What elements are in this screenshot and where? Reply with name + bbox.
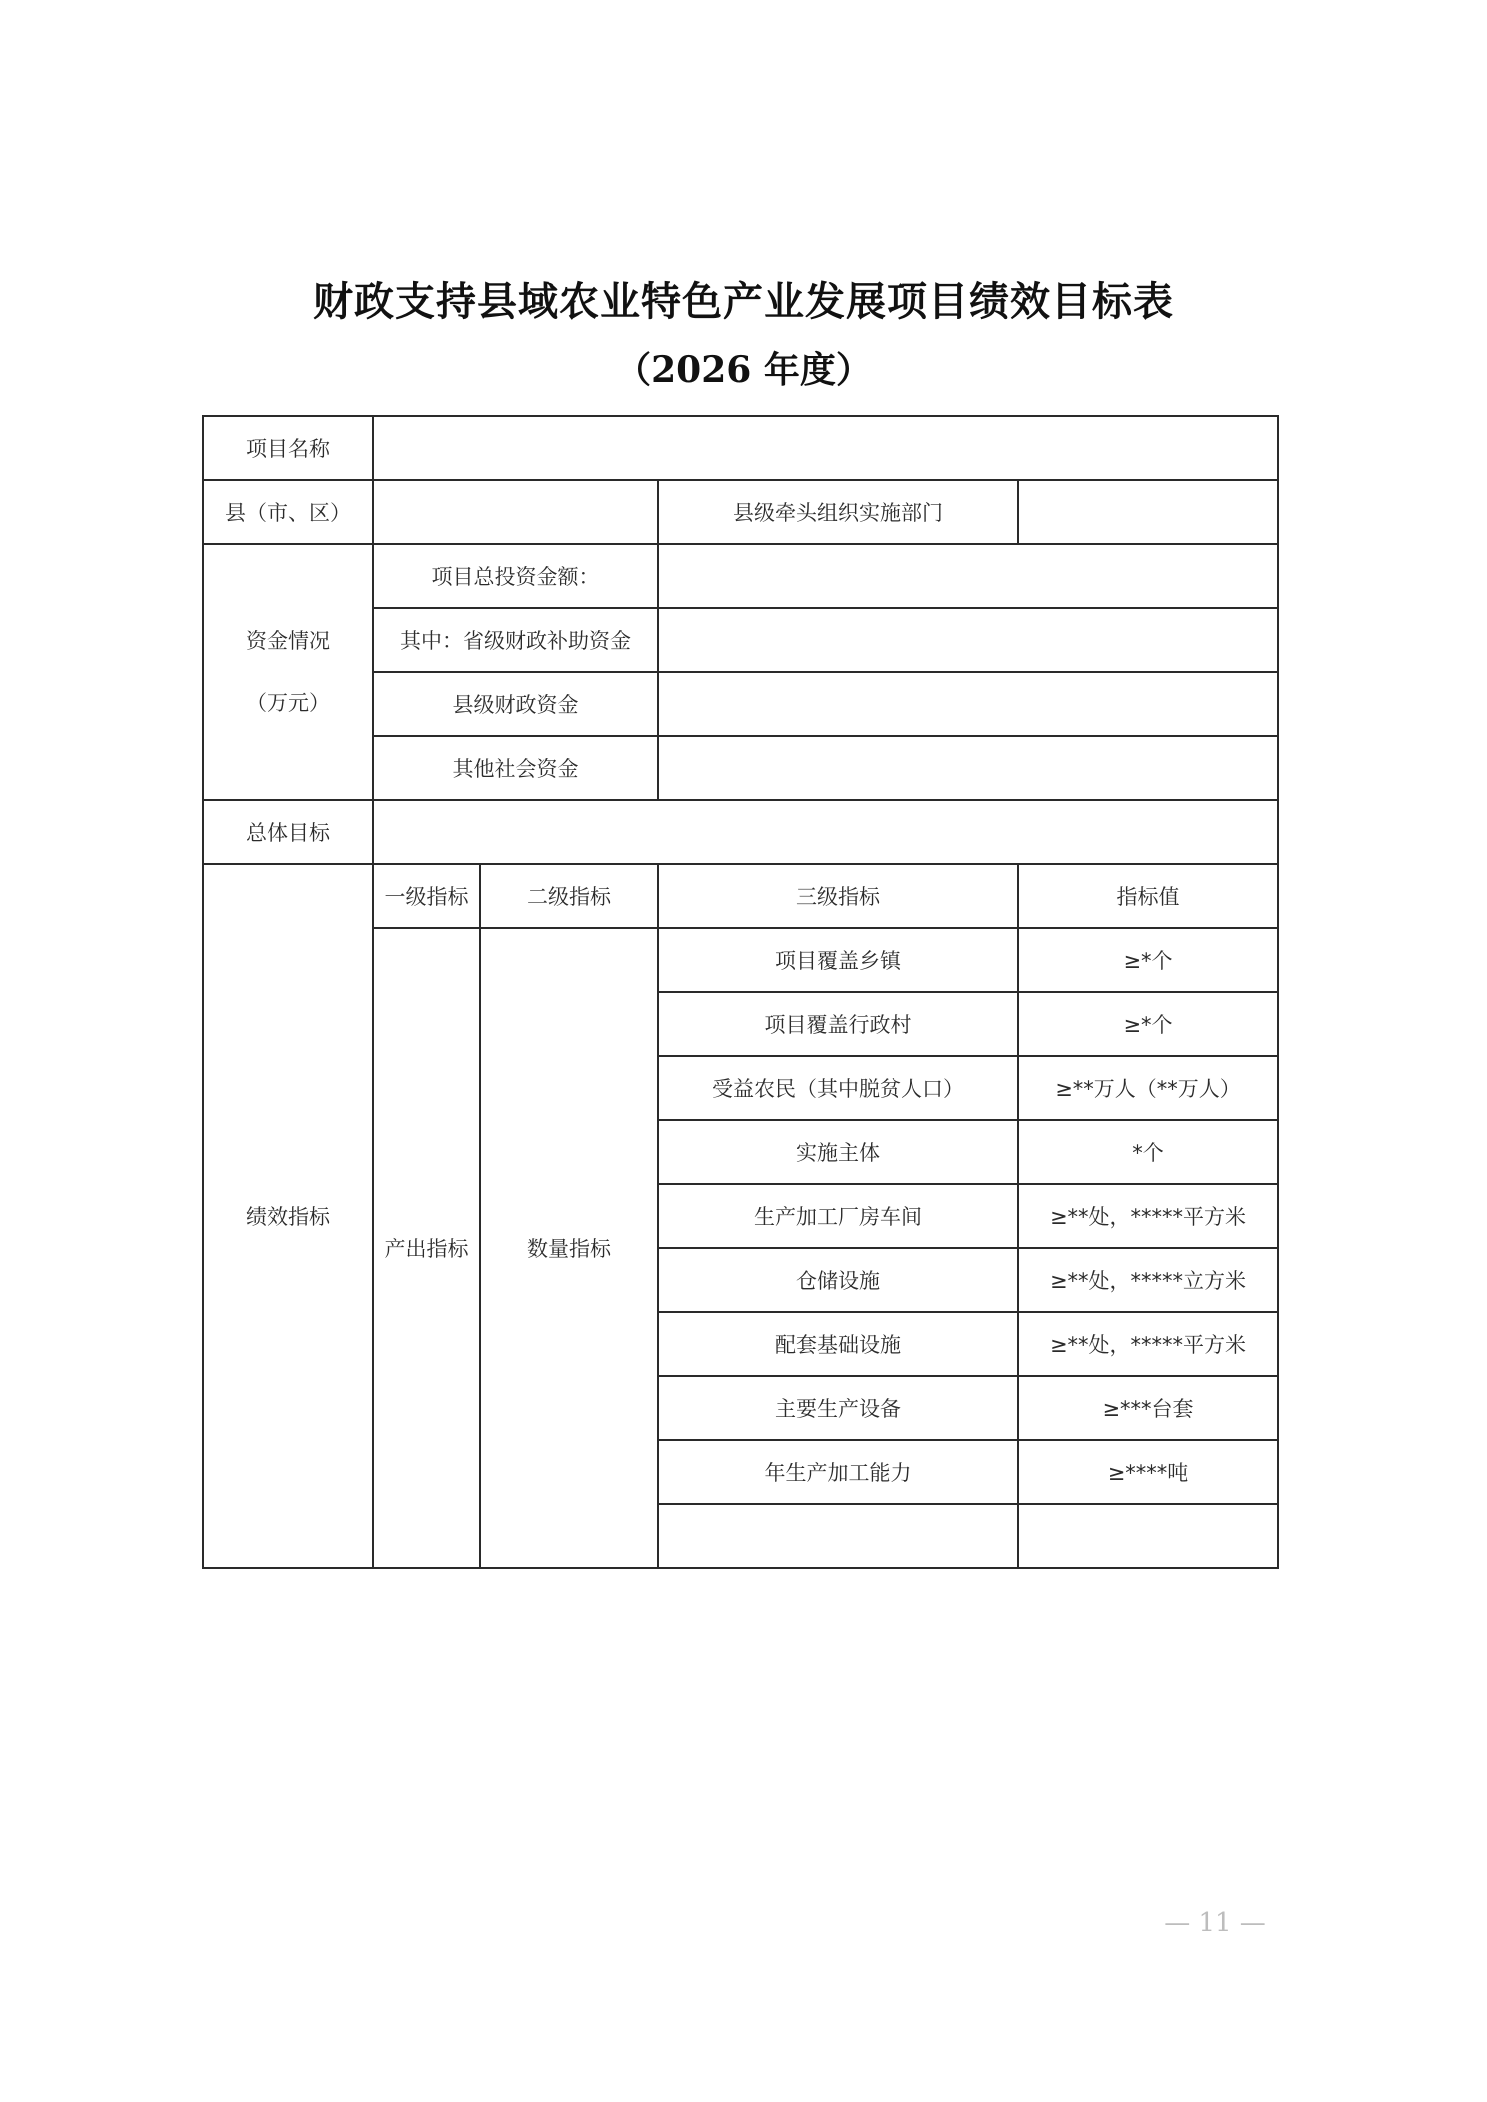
project-name-field[interactable] <box>373 416 1278 480</box>
indicator-name: 受益农民（其中脱贫人口） <box>658 1056 1018 1120</box>
total-investment-label: 项目总投资金额： <box>373 544 658 608</box>
social-fund-field[interactable] <box>658 736 1278 800</box>
row-project-name <box>203 416 1278 480</box>
provincial-subsidy-field[interactable] <box>658 608 1278 672</box>
indicator-name: 配套基础设施 <box>658 1312 1018 1376</box>
dept-label: 县级牵头组织实施部门 <box>658 480 1018 544</box>
header-level2: 二级指标 <box>480 864 658 928</box>
indicator-value[interactable]: ≥**万人（**万人） <box>1018 1056 1278 1120</box>
document-subtitle: （2026 年度） <box>615 349 872 391</box>
row-total-investment <box>203 544 1278 608</box>
indicator-name: 项目覆盖乡镇 <box>658 928 1018 992</box>
indicator-value[interactable] <box>1018 1504 1278 1568</box>
overall-goal-label: 总体目标 <box>203 800 373 864</box>
level2-quantity: 数量指标 <box>480 928 658 1568</box>
funds-label-line2: （万元） <box>246 691 330 715</box>
document-title: 财政支持县域农业特色产业发展项目绩效目标表 <box>313 278 1174 325</box>
indicator-name: 生产加工厂房车间 <box>658 1184 1018 1248</box>
indicator-value[interactable]: ≥***台套 <box>1018 1376 1278 1440</box>
county-label: 县（市、区） <box>203 480 373 544</box>
county-fund-label: 县级财政资金 <box>373 672 658 736</box>
indicator-name: 仓储设施 <box>658 1248 1018 1312</box>
indicator-value[interactable]: ≥**处，*****平方米 <box>1018 1184 1278 1248</box>
total-investment-field[interactable] <box>658 544 1278 608</box>
level1-output: 产出指标 <box>373 928 480 1568</box>
funds-label <box>203 544 373 800</box>
page-number: — 11 — <box>1164 1908 1266 1938</box>
indicator-value[interactable]: ≥**处，*****平方米 <box>1018 1312 1278 1376</box>
funds-label-line1: 资金情况 <box>246 629 330 653</box>
county-fund-field[interactable] <box>658 672 1278 736</box>
dept-field[interactable] <box>1018 480 1278 544</box>
header-level3: 三级指标 <box>658 864 1018 928</box>
indicator-value[interactable]: ≥*个 <box>1018 928 1278 992</box>
header-level1: 一级指标 <box>373 864 480 928</box>
row-indicator-header <box>203 864 1278 928</box>
indicator-name: 主要生产设备 <box>658 1376 1018 1440</box>
indicator-value[interactable]: *个 <box>1018 1120 1278 1184</box>
header-value: 指标值 <box>1018 864 1278 928</box>
indicator-name[interactable] <box>658 1504 1018 1568</box>
indicator-name: 项目覆盖行政村 <box>658 992 1018 1056</box>
performance-target-table <box>202 415 1279 1569</box>
county-field[interactable] <box>373 480 658 544</box>
indicator-value[interactable]: ≥*个 <box>1018 992 1278 1056</box>
row-overall-goal <box>203 800 1278 864</box>
indicator-value[interactable]: ≥****吨 <box>1018 1440 1278 1504</box>
indicator-value[interactable]: ≥**处，*****立方米 <box>1018 1248 1278 1312</box>
provincial-subsidy-label: 其中：省级财政补助资金 <box>373 608 658 672</box>
row-county <box>203 480 1278 544</box>
indicator-name: 实施主体 <box>658 1120 1018 1184</box>
project-name-label: 项目名称 <box>203 416 373 480</box>
indicator-name: 年生产加工能力 <box>658 1440 1018 1504</box>
performance-label: 绩效指标 <box>203 864 373 1568</box>
overall-goal-field[interactable] <box>373 800 1278 864</box>
social-fund-label: 其他社会资金 <box>373 736 658 800</box>
